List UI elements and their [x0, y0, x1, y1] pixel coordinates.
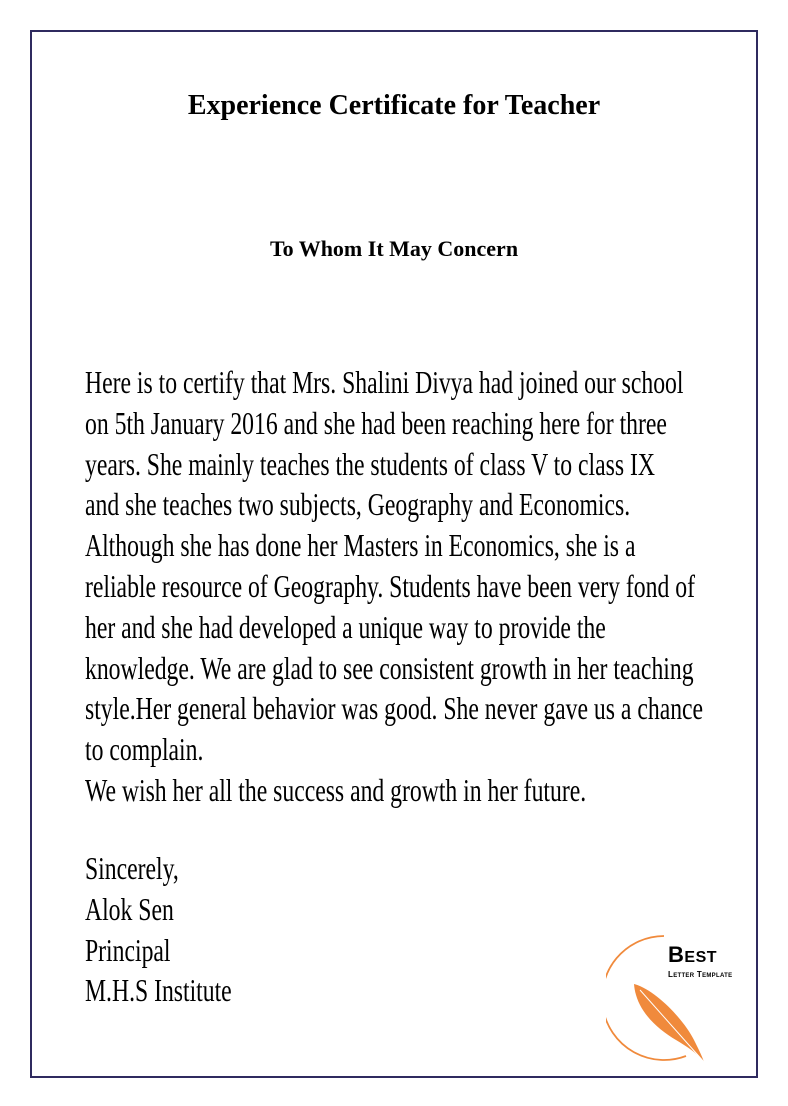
body-line: on 5th January 2016 and she had been reaching here for three — [85, 404, 667, 441]
signer-designation: Principal — [85, 931, 171, 968]
sign-off: Sincerely, — [85, 850, 179, 886]
certificate-body — [85, 362, 788, 811]
body-line: her and she had developed a unique way to provide the — [85, 608, 606, 645]
body-line: and she teaches two subjects, Geography and Economics. — [85, 486, 631, 523]
institution-name: M.H.S Institute — [85, 972, 232, 1009]
body-line: Here is to certify that Mrs. Shalini Divya had joined our school — [85, 364, 684, 400]
body-line: style.Her general behavior was good. She never gave us a chance — [85, 690, 704, 727]
logo-subtitle: LETTER TEMPLATE — [668, 970, 733, 979]
body-line: to complain. — [85, 731, 204, 768]
document-title: Experience Certificate for Teacher — [187, 90, 601, 121]
signature-block — [85, 848, 283, 1011]
salutation: To Whom It May Concern — [269, 236, 519, 261]
body-line: years. She mainly teaches the students of class V to class IX — [85, 445, 655, 482]
logo-wordmark: BEST — [668, 942, 718, 967]
signer-name: Alok Sen — [85, 890, 174, 927]
body-line: Although she has done her Masters in Economics, she is a — [85, 527, 636, 564]
body-line: We wish her all the success and growth in her future. — [85, 771, 587, 808]
body-line: reliable resource of Geography. Students have been very fond of — [85, 567, 695, 604]
best-letter-template-logo — [606, 928, 756, 1068]
body-line: knowledge. We are glad to see consistent growth in her teaching — [85, 649, 694, 686]
